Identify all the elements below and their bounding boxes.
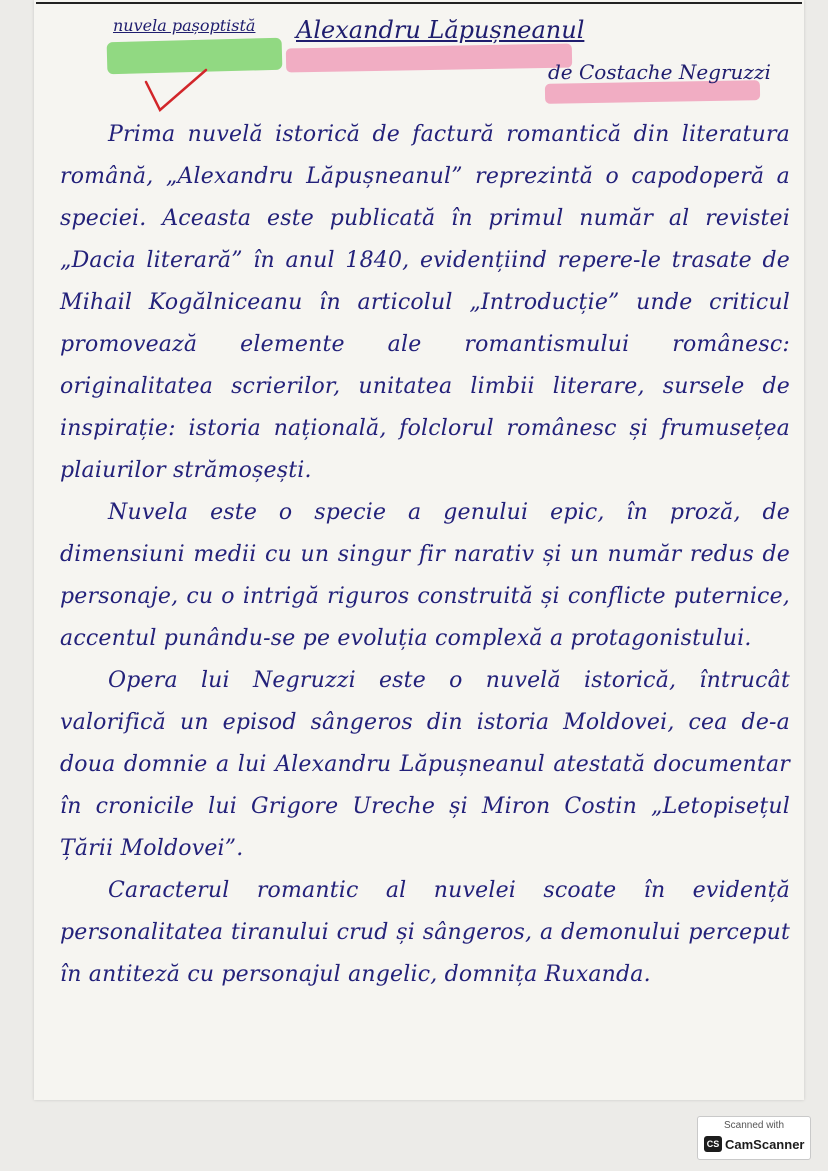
- camscanner-logo-icon: CS: [704, 1136, 722, 1152]
- work-title: Alexandru Lăpușneanul: [296, 16, 585, 44]
- paragraph-romantic: Caracterul romantic al nuvelei scoate în evidență personalitatea tiranului crud și sângeros, a demonului perceput în antiteză cu personajul angelic, domnița Ruxanda.: [60, 878, 790, 987]
- camscanner-brand: [704, 1136, 804, 1152]
- paragraph-intro: Prima nuvelă istorică de factură romantică din literatura română, „Alexandru Lăpușneanul” reprezintă o capodoperă a speciei. Aceasta este publicată în primul număr al revistei „Dacia literară” în anul 1840, evidențiind repere-le trasate de Mihail Kogălniceanu în articolul „Introducție” unde criticul promovează elemente ale romantismului românesc: originalitatea scrierilor, unitatea limbii literare, sursele de inspirație: istoria națională, folclorul românesc și frumusețea plaiurilor strămoșești.: [60, 122, 790, 483]
- work-author: de Costache Negruzzi: [548, 60, 771, 84]
- genre-label: nuvela pașoptistă: [113, 16, 256, 35]
- pink-highlight-title: [286, 44, 572, 73]
- camscanner-watermark: [697, 1116, 811, 1160]
- scanned-with-label: Scanned with: [723, 1120, 785, 1131]
- camscanner-name: CamScanner: [725, 1136, 805, 1152]
- page-header: [0, 0, 828, 110]
- paragraph-historical: Opera lui Negruzzi este o nuvelă istorică, întrucât valorifică un episod sângeros din istoria Moldovei, cea de-a doua domnie a lui Alexandru Lăpușneanul atestată documentar în cronicile lui Grigore Ureche și Miron Costin „Letopisețul Țării Moldovei”.: [60, 668, 790, 861]
- red-check-icon: [140, 68, 210, 114]
- paragraph-definition: Nuvela este o specie a genului epic, în proză, de dimensiuni medii cu un singur fir narativ și un număr redus de personaje, cu o intrigă riguros construită și conflicte puternice, accentul punându-se pe evoluția complexă a protagonistului.: [60, 500, 790, 651]
- essay-body: [60, 114, 790, 996]
